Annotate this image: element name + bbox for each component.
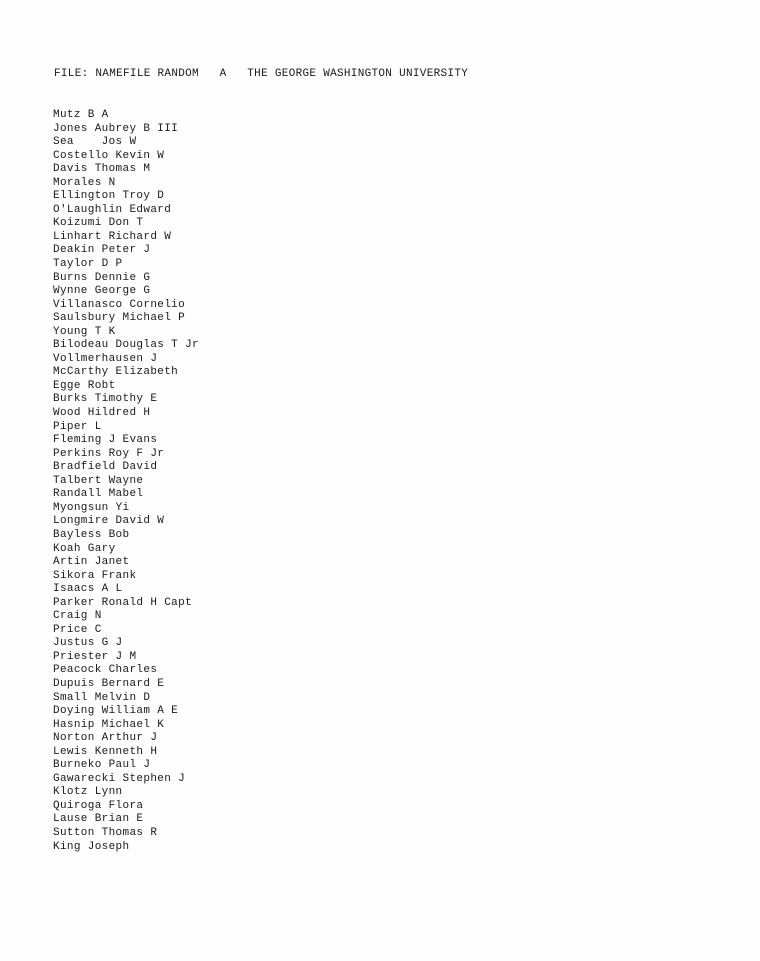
institution-name: THE GEORGE WASHINGTON UNIVERSITY — [247, 68, 469, 80]
name-entry: Saulsbury Michael P — [53, 312, 186, 325]
name-entry: Piper L — [53, 420, 102, 433]
name-entry: Artin Janet — [53, 556, 130, 569]
name-entry: Quiroga Flora — [53, 799, 144, 812]
name-list — [53, 109, 199, 854]
name-entry: Young T K — [53, 325, 116, 338]
name-entry: Isaacs A L — [53, 583, 123, 596]
name-entry: Longmire David W — [53, 515, 165, 528]
name-entry: Norton Arthur J — [53, 732, 158, 745]
name-entry: Davis Thomas M — [53, 163, 151, 176]
name-entry: Mutz B A — [53, 109, 109, 121]
name-entry: Lause Brian E — [53, 813, 144, 826]
name-entry: Dupuis Bernard E — [53, 677, 165, 690]
section-letter: A — [219, 68, 227, 80]
name-entry: Egge Robt — [53, 379, 116, 392]
name-entry: Perkins Roy F Jr — [53, 447, 165, 460]
file-header — [54, 67, 468, 81]
name-entry: Costello Kevin W — [53, 149, 165, 162]
name-entry: Myongsun Yi — [53, 501, 130, 514]
name-entry: Sikora Frank — [53, 569, 137, 582]
name-entry: Priester J M — [53, 650, 137, 663]
name-entry: Deakin Peter J — [53, 244, 151, 257]
name-entry: Wood Hildred H — [53, 407, 151, 420]
name-entry: Bradfield David — [53, 461, 158, 474]
name-entry: Sea Jos W — [53, 136, 137, 149]
name-entry: Randall Mabel — [53, 488, 144, 501]
name-entry: Koah Gary — [53, 542, 116, 555]
name-entry: King Joseph — [53, 840, 130, 853]
name-entry: Justus G J — [53, 637, 123, 650]
name-entry: Price C — [53, 623, 102, 636]
name-entry: Hasnip Michael K — [53, 718, 165, 731]
name-entry: Fleming J Evans — [53, 434, 158, 447]
name-entry: Burns Dennie G — [53, 271, 151, 284]
name-entry: Small Melvin D — [53, 691, 151, 704]
name-entry: Wynne George G — [53, 285, 151, 298]
name-entry: Lewis Kenneth H — [53, 745, 158, 758]
name-entry: Bilodeau Douglas T Jr — [53, 339, 199, 352]
name-entry: Gawarecki Stephen J — [53, 772, 186, 785]
name-entry: Morales N — [53, 176, 116, 189]
name-entry: Burks Timothy E — [53, 393, 158, 406]
name-entry: Taylor D P — [53, 258, 123, 271]
name-entry: Burneko Paul J — [53, 759, 151, 772]
name-entry: Klotz Lynn — [53, 786, 123, 799]
name-entry: Doying William A E — [53, 705, 179, 718]
file-label: FILE: NAMEFILE RANDOM — [54, 68, 199, 80]
name-entry: Talbert Wayne — [53, 474, 144, 487]
name-entry: Vollmerhausen J — [53, 352, 158, 365]
name-entry: Bayless Bob — [53, 528, 130, 541]
name-entry: Villanasco Cornelio — [53, 298, 186, 311]
name-entry: Linhart Richard W — [53, 230, 172, 243]
name-entry: Jones Aubrey B III — [53, 122, 179, 135]
name-entry: McCarthy Elizabeth — [53, 366, 179, 379]
name-entry: O'Laughlin Edward — [53, 203, 172, 216]
name-entry: Sutton Thomas R — [53, 826, 158, 839]
name-entry: Ellington Troy D — [53, 190, 165, 203]
name-entry: Peacock Charles — [53, 664, 158, 677]
name-entry: Craig N — [53, 610, 102, 623]
name-entry: Koizumi Don T — [53, 217, 144, 230]
name-entry: Parker Ronald H Capt — [53, 596, 193, 609]
